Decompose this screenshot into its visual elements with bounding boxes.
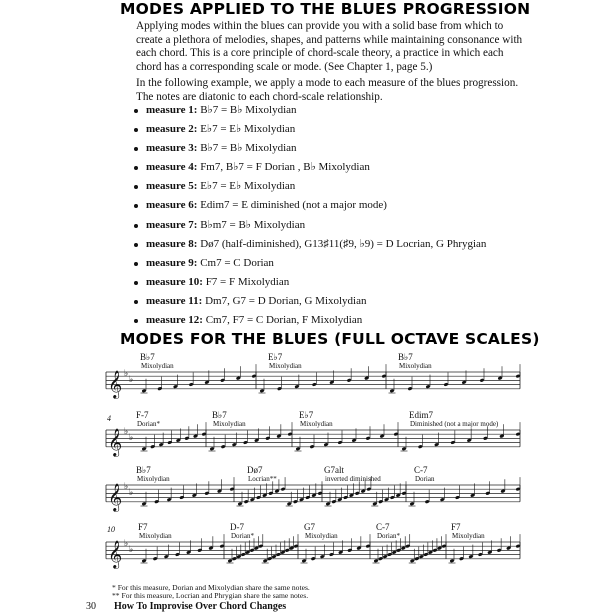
mode-label: Mixolydian — [399, 362, 432, 370]
svg-text:𝄞: 𝄞 — [108, 539, 123, 568]
measure-list — [126, 101, 526, 330]
svg-text:♭: ♭ — [124, 427, 129, 437]
svg-text:𝄞: 𝄞 — [108, 369, 123, 398]
mode-label: Diminished (not a major mode) — [410, 420, 499, 428]
chord-symbol: E♭7 — [299, 410, 314, 420]
mode-label: Mixolydian — [213, 420, 246, 428]
example-paragraph: In the following example, we apply a mode to each measure of the blues progression. The notes are diatonic to each chord-scale relationship. — [136, 77, 519, 103]
music-staff — [106, 475, 526, 523]
chord-symbol: G7 — [304, 522, 315, 532]
list-item: measure 1: B♭7 = B♭ Mixolydian — [126, 101, 526, 120]
svg-text:♭: ♭ — [129, 433, 134, 443]
music-staff — [106, 532, 526, 580]
list-item: measure 5: E♭7 = E♭ Mixolydian — [126, 177, 526, 196]
footnote: ** For this measure, Locrian and Phrygian share the same notes. — [112, 591, 309, 600]
mode-label: Mixolydian — [137, 475, 170, 483]
intro-paragraph: Applying modes within the blues can provide you with a solid base from which to create a plethora of melodies, shapes, and patterns while maintaining consonance with each chord. This is a core principle of chord-scale theory, a practice in which each chord has a corresponding scale or mode. (See Chapter 1, page 5.) — [136, 20, 523, 73]
measure-number: 4 — [107, 414, 111, 423]
svg-text:♭: ♭ — [124, 482, 129, 492]
list-item: measure 4: Fm7, B♭7 = F Dorian , B♭ Mixolydian — [126, 158, 526, 177]
running-footer-title: How To Improvise Over Chord Changes — [114, 601, 287, 612]
list-item: measure 8: Dø7 (half-diminished), G13♯11(♯9, ♭9) = D Locrian, G Phrygian — [126, 235, 526, 254]
list-item: measure 2: E♭7 = E♭ Mixolydian — [126, 120, 526, 139]
section-heading-modes-for-blues: MODES FOR THE BLUES (FULL OCTAVE SCALES) — [120, 330, 540, 348]
svg-text:♭: ♭ — [124, 539, 129, 549]
chord-symbol: Dø7 — [247, 465, 263, 475]
mode-label: Mixolydian — [269, 362, 302, 370]
mode-label: Mixolydian — [141, 362, 174, 370]
chord-symbol: B♭7 — [140, 352, 155, 362]
chord-symbol: E♭7 — [268, 352, 283, 362]
page-number: 30 — [86, 601, 96, 612]
list-item: measure 6: Edim7 = E diminished (not a major mode) — [126, 196, 526, 215]
music-staff — [106, 420, 526, 468]
svg-text:♭: ♭ — [124, 369, 129, 379]
chord-symbol: B♭7 — [398, 352, 413, 362]
chord-symbol: B♭7 — [136, 465, 151, 475]
mode-label: Locrian** — [248, 475, 277, 483]
mode-label: Dorian* — [377, 532, 400, 540]
mode-label: Mixolydian — [300, 420, 333, 428]
chord-symbol: Edim7 — [409, 410, 433, 420]
list-item: measure 9: Cm7 = C Dorian — [126, 254, 526, 273]
list-item: measure 11: Dm7, G7 = D Dorian, G Mixolydian — [126, 292, 526, 311]
list-item: measure 3: B♭7 = B♭ Mixolydian — [126, 139, 526, 158]
list-item: measure 10: F7 = F Mixolydian — [126, 273, 526, 292]
music-staff — [106, 362, 526, 410]
chord-symbol: F-7 — [136, 410, 149, 420]
chord-symbol: F7 — [138, 522, 148, 532]
mode-label: Mixolydian — [452, 532, 485, 540]
chord-symbol: G7alt — [324, 465, 344, 475]
chord-symbol: F7 — [451, 522, 461, 532]
chord-symbol: D-7 — [230, 522, 244, 532]
svg-text:𝄞: 𝄞 — [108, 427, 123, 456]
list-item: measure 12: Cm7, F7 = C Dorian, F Mixolydian — [126, 311, 526, 330]
mode-label: Mixolydian — [139, 532, 172, 540]
chord-symbol: C-7 — [376, 522, 390, 532]
mode-label: Mixolydian — [305, 532, 338, 540]
mode-label: Dorian* — [137, 420, 160, 428]
svg-text:♭: ♭ — [129, 375, 134, 385]
svg-text:♭: ♭ — [129, 488, 134, 498]
list-item: measure 7: B♭m7 = B♭ Mixolydian — [126, 216, 526, 235]
mode-label: Dorian — [415, 475, 435, 483]
footnote: * For this measure, Dorian and Mixolydian share the same notes. — [112, 583, 310, 592]
chord-symbol: C-7 — [414, 465, 428, 475]
measure-number: 10 — [107, 525, 115, 534]
section-heading-modes-applied: MODES APPLIED TO THE BLUES PROGRESSION — [120, 0, 531, 18]
chord-symbol: B♭7 — [212, 410, 227, 420]
mode-label: Dorian* — [231, 532, 254, 540]
mode-label: inverted diminished — [325, 475, 381, 483]
svg-text:𝄞: 𝄞 — [108, 482, 123, 511]
svg-text:♭: ♭ — [129, 545, 134, 555]
